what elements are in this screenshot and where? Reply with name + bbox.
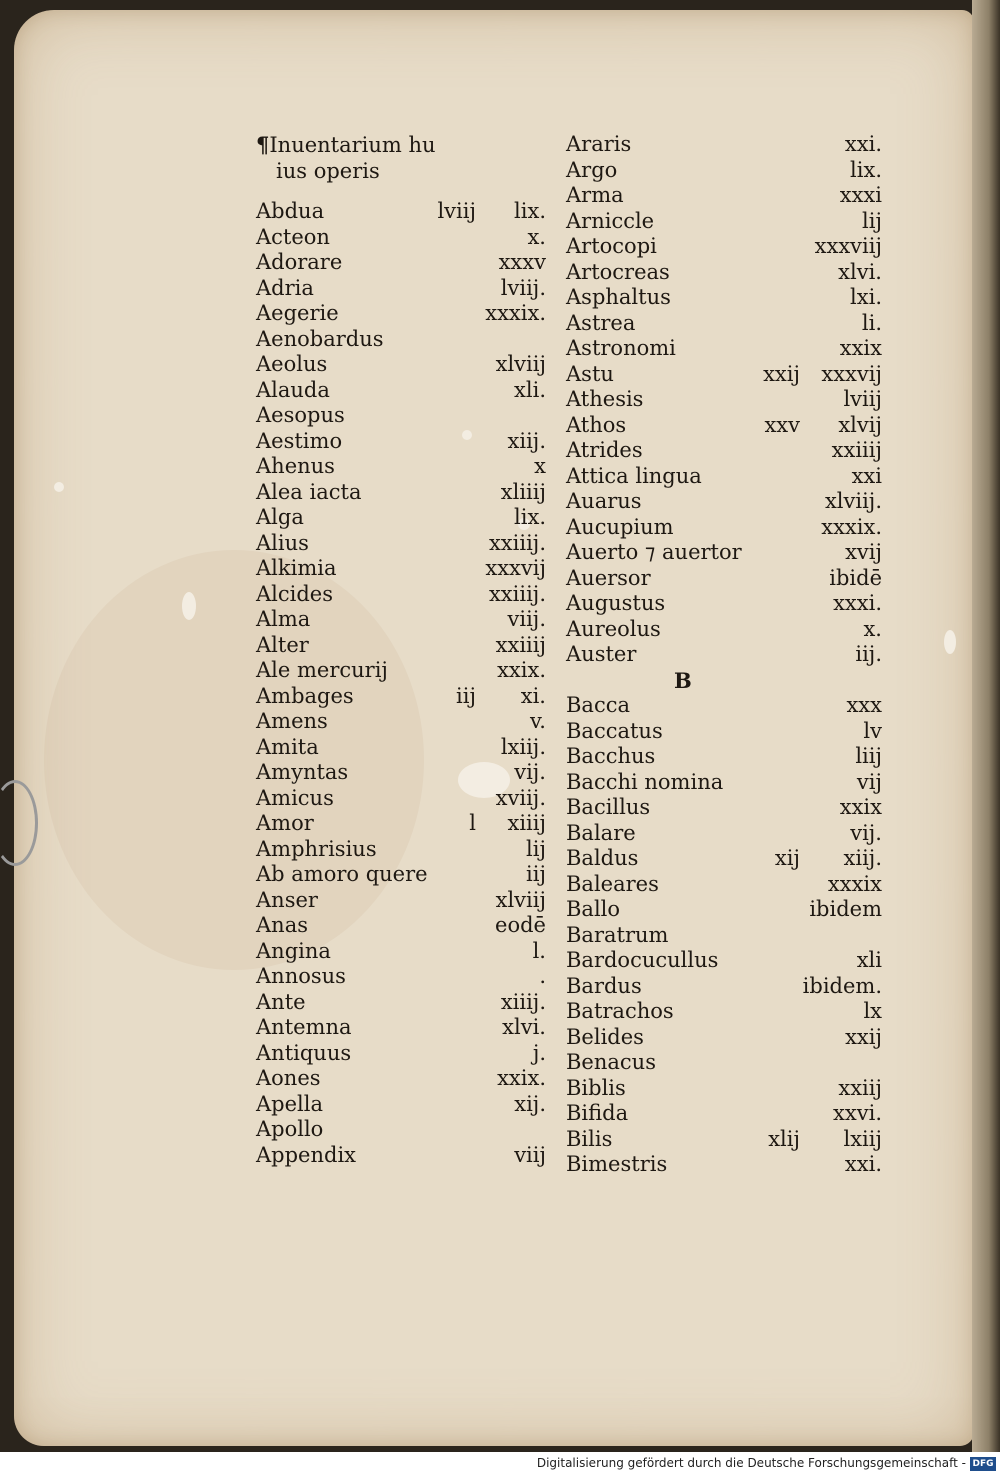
- index-entry: [256, 301, 546, 327]
- index-entry: [256, 352, 546, 378]
- entry-reference: .: [539, 964, 546, 988]
- entry-word: Amita: [256, 734, 319, 759]
- entry-reference: lxiij.: [500, 734, 546, 759]
- index-entry: [256, 505, 546, 531]
- paper-spot: [944, 630, 956, 654]
- entry-word: Arniccle: [566, 208, 655, 233]
- entry-reference: lxi.: [850, 285, 882, 309]
- entry-reference: xxxvij: [821, 361, 882, 386]
- entry-word: Amyntas: [256, 760, 349, 784]
- index-entry: [566, 744, 882, 770]
- entry-reference: v.: [529, 709, 546, 733]
- index-entry: [256, 939, 546, 965]
- entry-word: Ale mercurij: [256, 658, 388, 682]
- entry-word: Astronomi: [566, 336, 676, 360]
- entry-reference: xxxix: [827, 871, 882, 896]
- entry-word: Auster: [566, 642, 637, 666]
- entry-word: Anser: [256, 887, 318, 912]
- entry-reference: xxi: [851, 463, 882, 488]
- entry-reference: xxi.: [844, 1152, 882, 1176]
- entry-reference: x.: [863, 616, 882, 641]
- index-entry: [566, 132, 882, 158]
- index-entry: [566, 336, 882, 362]
- entry-word: Bifida: [566, 1101, 629, 1125]
- index-entry: [566, 846, 882, 872]
- entry-reference: lv: [863, 718, 882, 743]
- index-heading-line1: [256, 132, 546, 158]
- entry-reference: eodē: [495, 913, 546, 937]
- entry-word: Amens: [256, 709, 328, 733]
- right-entries: [566, 132, 882, 1178]
- index-entry: [256, 454, 546, 480]
- index-entry: [256, 276, 546, 302]
- index-entry: [566, 234, 882, 260]
- index-entry: [566, 948, 882, 974]
- entry-word: Biblis: [566, 1075, 626, 1100]
- index-entry: [566, 999, 882, 1025]
- entry-word: Annosus: [256, 964, 346, 988]
- entry-word: Aeolus: [256, 352, 328, 376]
- entry-reference: xiiij: [507, 811, 546, 835]
- entry-word: Bimestris: [566, 1152, 668, 1176]
- entry-reference-secondary: xij: [774, 846, 800, 870]
- index-entry: [256, 531, 546, 557]
- entry-reference: iij: [526, 862, 546, 886]
- entry-reference: xli.: [514, 377, 546, 402]
- index-entry: [566, 872, 882, 898]
- entry-reference: liij: [855, 744, 882, 768]
- entry-reference: xxiiij: [831, 438, 882, 462]
- entry-reference: j.: [532, 1040, 546, 1065]
- entry-word: Alkimia: [256, 556, 337, 580]
- entry-reference: iij.: [855, 642, 882, 666]
- index-entry: [566, 311, 882, 337]
- entry-reference: x: [534, 454, 546, 478]
- entry-word: Apollo: [256, 1117, 324, 1141]
- entry-word: Aegerie: [256, 301, 339, 325]
- entry-reference: lix.: [514, 505, 546, 529]
- entry-word: Alea iacta: [256, 479, 362, 504]
- entry-reference: xlviij.: [824, 489, 882, 513]
- index-entry: [256, 378, 546, 404]
- entry-reference: lviij.: [500, 275, 546, 300]
- entry-word: Atrides: [566, 438, 643, 462]
- entry-word: Bilis: [566, 1126, 613, 1151]
- index-entry: [566, 515, 882, 541]
- index-entry: [566, 719, 882, 745]
- index-entry: [256, 1117, 546, 1143]
- dfg-logo: DFG: [970, 1457, 996, 1471]
- entry-word: Aones: [256, 1066, 321, 1090]
- entry-reference: xlvi.: [502, 1015, 546, 1039]
- entry-word: Alma: [256, 607, 311, 631]
- index-entry: [256, 429, 546, 455]
- entry-reference: ibidem: [809, 897, 882, 921]
- entry-reference: xxxviij: [814, 234, 882, 258]
- entry-reference: l.: [532, 938, 546, 963]
- index-entry: [566, 1076, 882, 1102]
- entry-reference: xviij.: [495, 785, 546, 810]
- entry-word: Aestimo: [256, 428, 343, 453]
- entry-reference: xij.: [514, 1091, 546, 1116]
- page-edge: [972, 0, 1000, 1452]
- entry-word: Alter: [256, 632, 309, 657]
- index-column-left: [256, 132, 546, 1168]
- index-entry: [566, 438, 882, 464]
- index-entry: [566, 923, 882, 949]
- entry-word: Arma: [566, 183, 624, 207]
- index-entry: [566, 285, 882, 311]
- entry-reference: vij: [856, 769, 882, 794]
- entry-word: Amicus: [256, 785, 334, 810]
- entry-reference: xxiiij: [495, 632, 546, 657]
- index-entry: [566, 158, 882, 184]
- index-entry: [256, 1041, 546, 1067]
- index-entry: [256, 1066, 546, 1092]
- index-entry: [566, 362, 882, 388]
- index-column-right: [566, 132, 882, 1178]
- entry-reference: xiij.: [507, 428, 546, 453]
- entry-reference-secondary: lviij: [437, 199, 476, 223]
- entry-reference: xxix: [839, 336, 882, 360]
- index-entry: [566, 642, 882, 668]
- index-entry: [256, 862, 546, 888]
- entry-word: Auersor: [566, 565, 651, 590]
- entry-word: Alcides: [256, 581, 334, 606]
- entry-reference: xliiij: [500, 479, 546, 504]
- index-entry: [256, 913, 546, 939]
- entry-reference: vij.: [514, 760, 546, 784]
- entry-word: Bardus: [566, 973, 642, 998]
- entry-reference: vij.: [850, 820, 882, 845]
- index-entry: [256, 684, 546, 710]
- index-entry: [256, 480, 546, 506]
- entry-word: Balare: [566, 820, 636, 845]
- index-entry: [566, 387, 882, 413]
- entry-reference: viij.: [507, 607, 546, 631]
- index-entry: [256, 1092, 546, 1118]
- entry-word: Baleares: [566, 871, 659, 896]
- entry-word: Alauda: [256, 377, 330, 402]
- index-entry: [256, 760, 546, 786]
- entry-reference: lij: [526, 836, 546, 861]
- entry-reference: xxiiij.: [488, 530, 546, 555]
- index-entry: [256, 811, 546, 837]
- entry-word: Baldus: [566, 846, 639, 870]
- entry-word: Attica lingua: [566, 463, 702, 488]
- index-entry: [256, 403, 546, 429]
- entry-reference: xxiij: [838, 1075, 882, 1100]
- index-entry: [256, 735, 546, 761]
- section-letter: B: [674, 667, 692, 693]
- entry-word: Ballo: [566, 897, 621, 921]
- index-entry: [566, 1101, 882, 1127]
- entry-word: Athos: [566, 412, 627, 437]
- entry-word: Bacchi nomina: [566, 769, 724, 794]
- entry-reference: x.: [527, 224, 546, 249]
- entry-reference: ibidē: [829, 565, 882, 590]
- entry-word: Aucupium: [566, 514, 674, 539]
- entry-reference: xiiij.: [500, 989, 546, 1014]
- entry-reference: li.: [861, 310, 882, 335]
- index-entry: [256, 837, 546, 863]
- index-entry: [256, 633, 546, 659]
- entry-reference: xxix.: [497, 658, 546, 682]
- index-entry: [566, 693, 882, 719]
- index-heading-line2: ius operis: [276, 159, 380, 183]
- entry-reference: lxiij: [843, 1126, 882, 1151]
- entry-reference-secondary: xlij: [768, 1126, 800, 1151]
- index-entry: [566, 974, 882, 1000]
- index-entry: [256, 1015, 546, 1041]
- index-entry: [566, 183, 882, 209]
- index-entry: [566, 770, 882, 796]
- index-entry: [256, 1143, 546, 1169]
- index-entry: [566, 1127, 882, 1153]
- entry-word: Acteon: [256, 224, 330, 249]
- pilcrow-mark: ¶: [256, 132, 270, 157]
- index-entry: [256, 607, 546, 633]
- entry-word: Athesis: [566, 387, 644, 411]
- index-entry: [566, 795, 882, 821]
- entry-reference: xxxv: [498, 250, 546, 274]
- entry-word: Auerto ⁊ auertor: [566, 540, 742, 564]
- entry-reference: xvij: [845, 540, 882, 564]
- entry-reference: xxi.: [844, 132, 882, 156]
- index-entry: [256, 658, 546, 684]
- index-entry: [256, 888, 546, 914]
- index-entry: [566, 413, 882, 439]
- entry-reference: lij: [862, 208, 882, 233]
- entry-word: Alga: [256, 505, 304, 529]
- index-entry: [566, 821, 882, 847]
- index-entry: [256, 225, 546, 251]
- entry-word: Araris: [566, 132, 632, 156]
- entry-reference: xxxi: [839, 183, 882, 207]
- index-entry: [566, 1025, 882, 1051]
- entry-reference: viij: [514, 1142, 546, 1167]
- entry-word: Artocopi: [566, 234, 657, 258]
- entry-reference: xxix.: [497, 1066, 546, 1090]
- index-entry: [566, 209, 882, 235]
- entry-reference: lx: [863, 999, 882, 1023]
- entry-reference: xxxvij: [485, 556, 546, 580]
- entry-reference: lviij: [843, 387, 882, 411]
- entry-word: Alius: [256, 530, 309, 555]
- index-entry: [256, 556, 546, 582]
- entry-reference: xiij.: [843, 846, 882, 870]
- index-entry: [256, 582, 546, 608]
- footer-credit: Digitalisierung gefördert durch die Deutsche Forschungsgemeinschaft -: [536, 1456, 966, 1470]
- entry-word: Aureolus: [566, 616, 661, 641]
- entry-reference-secondary: iij: [456, 683, 476, 708]
- entry-reference: xlvi.: [838, 259, 882, 284]
- entry-reference-secondary: xxij: [763, 361, 800, 386]
- paper-spot: [182, 592, 196, 620]
- entry-reference: xxx: [846, 693, 882, 717]
- entry-word: Astrea: [566, 310, 636, 335]
- entry-word: Bardocucullus: [566, 948, 719, 972]
- entry-word: Abdua: [256, 199, 325, 223]
- entry-reference: xxix: [839, 795, 882, 819]
- entry-reference: xlvij: [838, 412, 882, 437]
- entry-reference: xxij: [845, 1024, 882, 1049]
- entry-word: Bacillus: [566, 795, 651, 819]
- entry-word: Batrachos: [566, 999, 674, 1023]
- entry-reference: lix.: [850, 157, 882, 182]
- entry-word: Antiquus: [256, 1040, 352, 1065]
- entry-reference: xlviij: [495, 887, 546, 912]
- entry-word: Appendix: [256, 1142, 357, 1167]
- entry-word: Ante: [256, 989, 306, 1014]
- index-entry: [566, 591, 882, 617]
- entry-word: Baccatus: [566, 718, 663, 743]
- index-entry: [256, 786, 546, 812]
- entry-word: Argo: [566, 157, 618, 182]
- section-letter-heading: [566, 668, 882, 694]
- entry-reference: ibidem.: [802, 973, 882, 998]
- entry-word: Anas: [256, 913, 308, 937]
- entry-word: Augustus: [566, 591, 666, 615]
- entry-reference: xxxi.: [833, 591, 882, 615]
- index-entry: [256, 964, 546, 990]
- entry-reference: lix.: [514, 199, 546, 223]
- entry-word: Auarus: [566, 489, 642, 513]
- entry-reference: xxiiij.: [488, 581, 546, 606]
- entry-reference: xxvi.: [833, 1101, 882, 1125]
- entry-word: Ambages: [256, 683, 354, 708]
- entry-word: Baratrum: [566, 922, 669, 947]
- heading-text: Inuentarium hu: [269, 133, 436, 157]
- entry-word: Aenobardus: [256, 326, 384, 351]
- entry-word: Ab amoro quere: [256, 862, 428, 886]
- entry-reference: xlviij: [495, 352, 546, 376]
- entry-reference-secondary: l: [469, 811, 476, 835]
- index-entry: [566, 540, 882, 566]
- entry-word: Adorare: [256, 250, 343, 274]
- entry-word: Asphaltus: [566, 285, 671, 309]
- entry-word: Ahenus: [256, 454, 335, 478]
- index-entry: [566, 617, 882, 643]
- index-entry: [256, 250, 546, 276]
- left-entries: [256, 199, 546, 1168]
- entry-word: Bacca: [566, 693, 630, 717]
- entry-word: Adria: [256, 275, 314, 300]
- index-entry: [566, 489, 882, 515]
- index-entry: [566, 1050, 882, 1076]
- entry-word: Belides: [566, 1024, 644, 1049]
- entry-word: Bacchus: [566, 744, 656, 768]
- entry-reference: xli: [856, 948, 882, 972]
- entry-reference: xxxix.: [821, 514, 882, 539]
- entry-word: Artocreas: [566, 259, 670, 284]
- index-entry: [256, 327, 546, 353]
- entry-reference: xxxix.: [485, 301, 546, 325]
- entry-reference: xi.: [520, 683, 546, 708]
- entry-word: Angina: [256, 938, 331, 963]
- index-entry: [566, 566, 882, 592]
- index-entry: [256, 990, 546, 1016]
- entry-reference-secondary: xxv: [764, 412, 800, 437]
- index-entry: [256, 199, 546, 225]
- entry-word: Astu: [566, 361, 614, 386]
- entry-word: Aesopus: [256, 403, 345, 427]
- entry-word: Antemna: [256, 1015, 352, 1039]
- entry-word: Benacus: [566, 1050, 656, 1074]
- index-entry: [256, 709, 546, 735]
- entry-word: Amphrisius: [256, 836, 377, 861]
- index-entry: [566, 464, 882, 490]
- index-entry: [566, 897, 882, 923]
- entry-word: Amor: [256, 811, 314, 835]
- paper-spot: [54, 482, 64, 492]
- entry-word: Apella: [256, 1091, 323, 1116]
- index-entry: [566, 1152, 882, 1178]
- footer-bar: [0, 1452, 1000, 1477]
- index-entry: [566, 260, 882, 286]
